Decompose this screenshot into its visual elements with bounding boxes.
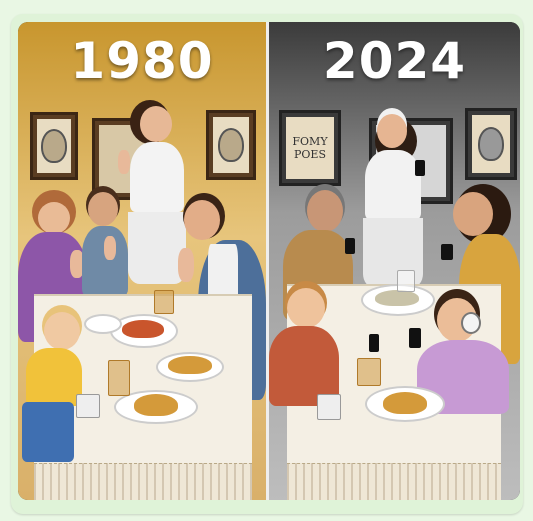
- panel-1980: [18, 22, 266, 500]
- wall-sign-frame: [279, 110, 341, 186]
- coffee-cup: [76, 394, 100, 418]
- wall-portrait-left: [30, 112, 78, 180]
- wine-glass: [397, 270, 415, 292]
- wall-portrait-right: [206, 110, 256, 180]
- year-label-1980: 1980: [70, 32, 214, 90]
- bread-plate: [156, 352, 224, 382]
- water-glass: [154, 290, 174, 314]
- wall-portrait-2024: [465, 108, 517, 180]
- year-label-2024: 2024: [322, 32, 467, 90]
- coffee-cup-2024: [317, 394, 341, 420]
- juice-glass: [108, 360, 130, 396]
- wall-sign-text: FOMY POES: [286, 117, 334, 179]
- pie-plate-2024: [365, 386, 445, 422]
- juice-glass-2024: [357, 358, 381, 386]
- comparison-image[interactable]: [18, 22, 520, 500]
- panel-2024: [269, 22, 520, 500]
- side-plate: [84, 314, 122, 334]
